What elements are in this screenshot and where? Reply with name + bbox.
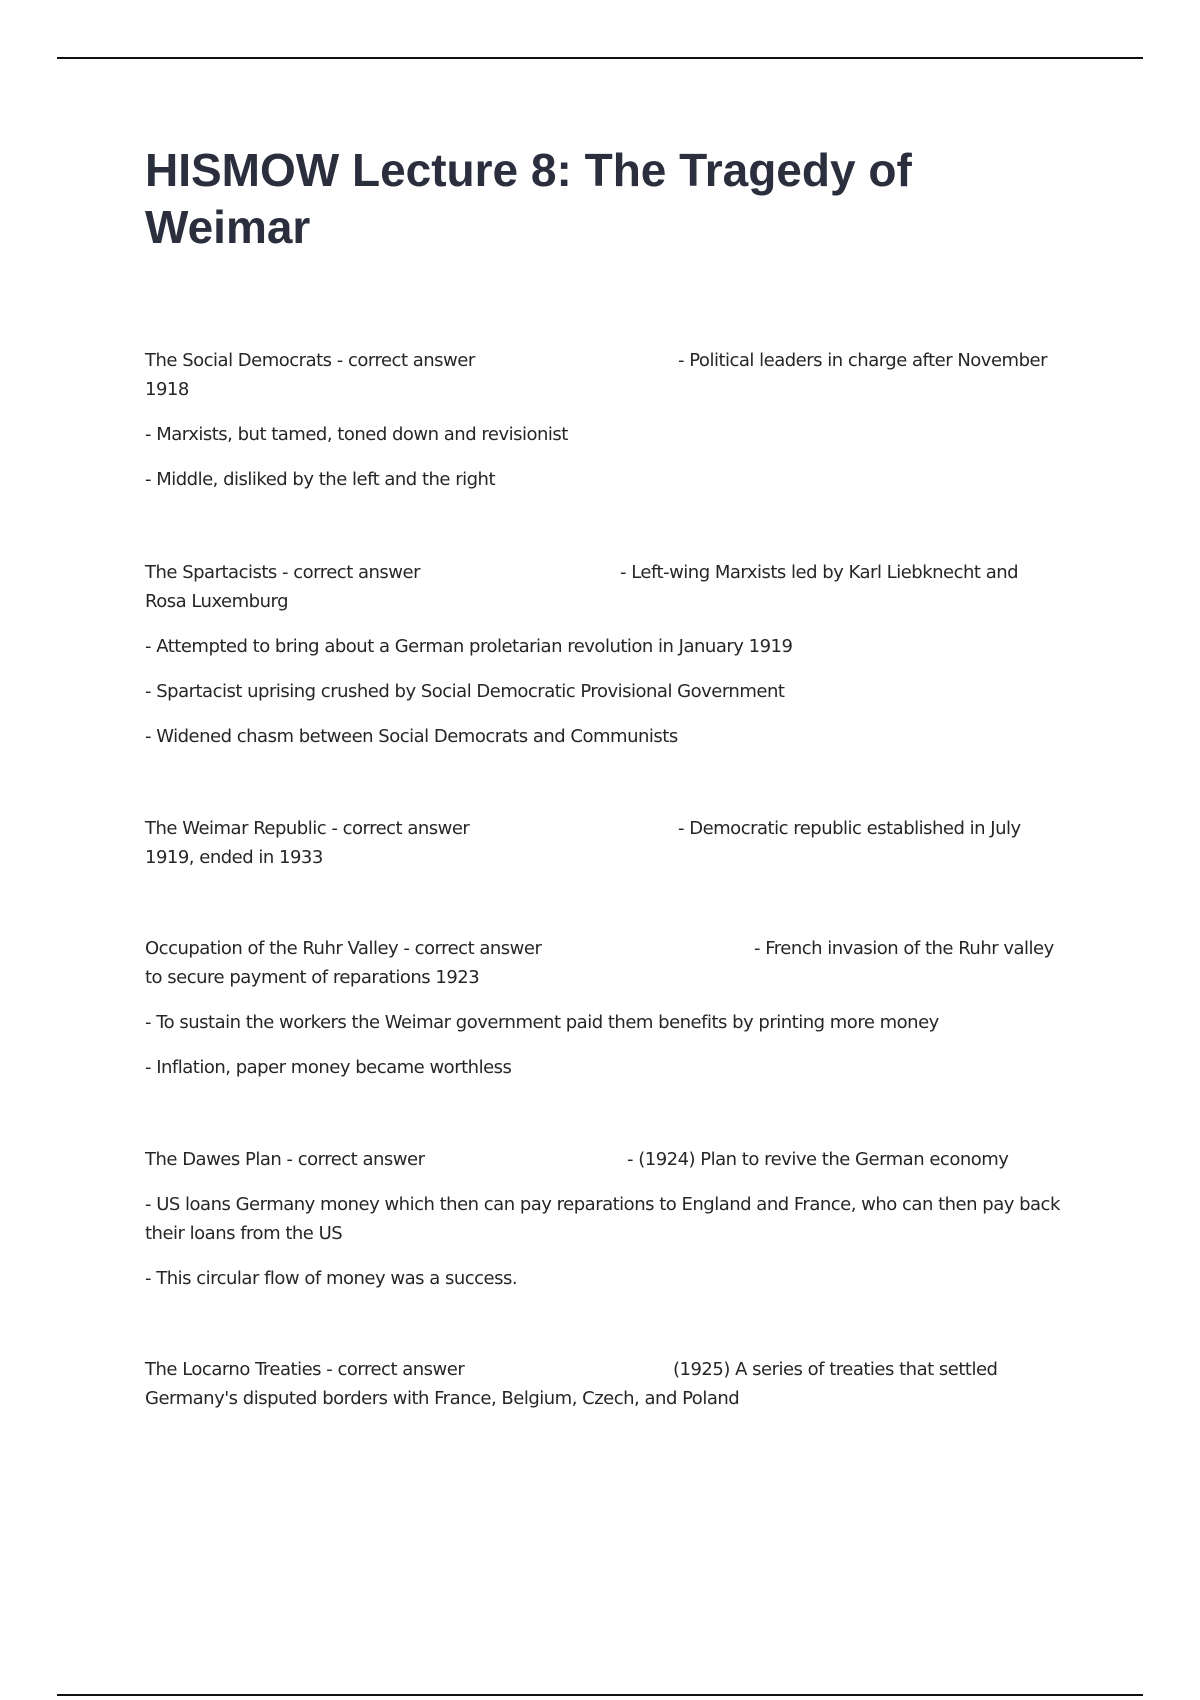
definition-start: - (1924) Plan to revive the German economy — [627, 1149, 1009, 1170]
bullet-point: - This circular flow of money was a success. — [145, 1268, 518, 1289]
definition-start: - Political leaders in charge after November — [678, 350, 1047, 371]
bullet-point: - Inflation, paper money became worthless — [145, 1057, 512, 1078]
bullet-point: - Middle, disliked by the left and the right — [145, 469, 496, 490]
bullet-point: - Widened chasm between Social Democrats and Communists — [145, 726, 678, 747]
definition-start: - Left-wing Marxists led by Karl Liebknecht and — [620, 562, 1019, 583]
page-title: HISMOW Lecture 8: The Tragedy of Weimar — [145, 144, 912, 253]
flashcard-weimar-republic — [145, 814, 1075, 872]
flashcard-spartacists — [145, 558, 1075, 751]
term-line — [145, 814, 1075, 843]
term: Occupation of the Ruhr Valley - correct answer — [145, 938, 542, 959]
bullet-point: - Spartacist uprising crushed by Social Democratic Provisional Government — [145, 681, 785, 702]
term-line — [145, 1145, 1075, 1174]
definition-continued: Rosa Luxemburg — [145, 591, 289, 612]
term-line — [145, 558, 1075, 587]
term: The Social Democrats - correct answer — [145, 350, 475, 371]
bullet-point: - US loans Germany money which then can pay reparations to England and France, who can then pay back their loans from the US — [145, 1194, 1060, 1244]
term-line — [145, 934, 1075, 963]
flashcard-ruhr-occupation — [145, 934, 1075, 1082]
definition-start: - French invasion of the Ruhr valley — [754, 938, 1054, 959]
definition-start: (1925) A series of treaties that settled — [673, 1359, 998, 1380]
bullet-point: - Marxists, but tamed, toned down and revisionist — [145, 424, 568, 445]
definition-continued: to secure payment of reparations 1923 — [145, 967, 480, 988]
flashcard-dawes-plan — [145, 1145, 1075, 1293]
definition-continued: Germany's disputed borders with France, Belgium, Czech, and Poland — [145, 1388, 740, 1409]
flashcard-locarno-treaties — [145, 1355, 1075, 1413]
term: The Spartacists - correct answer — [145, 562, 420, 583]
bullet-point: - To sustain the workers the Weimar government paid them benefits by printing more money — [145, 1012, 939, 1033]
term: The Locarno Treaties - correct answer — [145, 1359, 465, 1380]
bullet-point: - Attempted to bring about a German proletarian revolution in January 1919 — [145, 636, 793, 657]
term-line — [145, 1355, 1075, 1384]
definition-continued: 1918 — [145, 379, 189, 400]
flashcard-social-democrats — [145, 346, 1075, 494]
bottom-divider — [57, 1694, 1143, 1696]
definition-continued: 1919, ended in 1933 — [145, 847, 323, 868]
top-divider — [57, 57, 1143, 59]
definition-start: - Democratic republic established in July — [678, 818, 1021, 839]
term: The Weimar Republic - correct answer — [145, 818, 470, 839]
term: The Dawes Plan - correct answer — [145, 1149, 425, 1170]
term-line — [145, 346, 1075, 375]
